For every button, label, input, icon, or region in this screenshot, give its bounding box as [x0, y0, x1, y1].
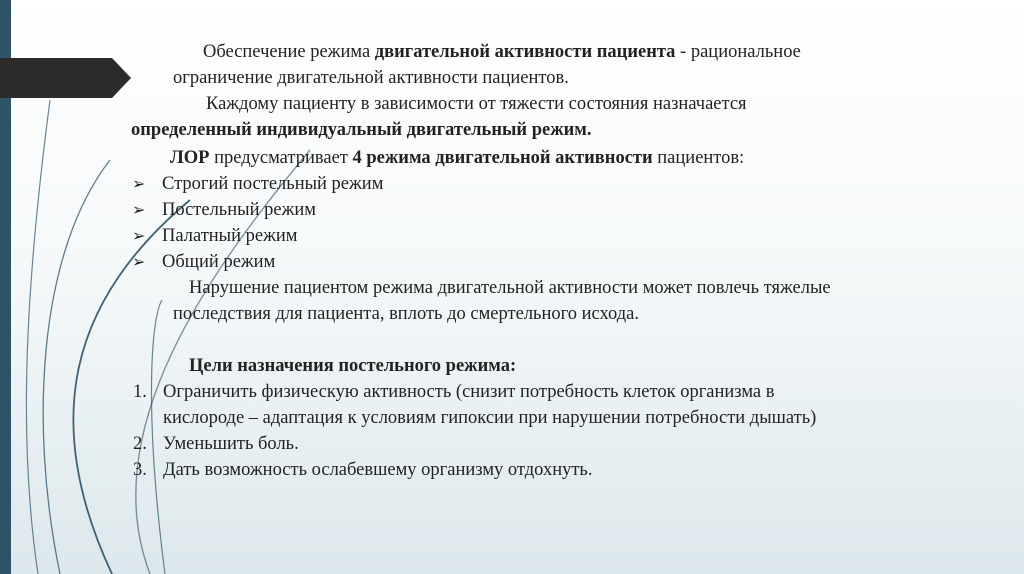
goal-1-line1: Ограничить физическую активность (снизит потребность клеток организма в — [163, 382, 775, 402]
arrow-tab — [0, 58, 131, 98]
paragraph3-mid: предусматривает — [209, 148, 353, 168]
mode-item-4: Общий режим — [162, 252, 276, 272]
goal-1-number: 1. — [133, 382, 147, 402]
arrowhead-bullet-icon: ➢ — [132, 252, 146, 271]
mode-item-2: Постельный режим — [162, 200, 316, 220]
paragraph3-bold1: ЛОР — [170, 148, 210, 168]
paragraph1-line1 — [203, 41, 801, 63]
warning-line2: последствия для пациента, вплоть до смертельного исхода. — [173, 304, 640, 324]
arrowhead-bullet-icon: ➢ — [132, 200, 146, 219]
goal-3-number: 3. — [133, 460, 147, 480]
decorative-curves — [26, 100, 310, 574]
goal-2-number: 2. — [133, 434, 147, 454]
arrowhead-bullet-icon: ➢ — [132, 226, 146, 245]
paragraph1-bold: двигательной активности пациента — [374, 42, 676, 62]
goals-heading: Цели назначения постельного режима: — [189, 356, 517, 376]
goal-2-line1: Уменьшить боль. — [163, 434, 299, 454]
goal-1-line2: кислороде – адаптация к условиям гипоксии при нарушении потребности дышать) — [163, 408, 817, 428]
paragraph3 — [170, 147, 744, 169]
mode-item-1: Строгий постельный режим — [162, 174, 384, 194]
paragraph3-tail: пациентов: — [652, 148, 745, 168]
paragraph2-line1: Каждому пациенту в зависимости от тяжести состояния назначается — [206, 94, 747, 114]
paragraph1-tail: - рациональное — [675, 42, 801, 62]
paragraph1-line2: ограничение двигательной активности пациентов. — [173, 68, 569, 88]
arrowhead-bullet-icon: ➢ — [132, 174, 146, 193]
warning-line1: Нарушение пациентом режима двигательной активности может повлечь тяжелые — [189, 278, 831, 298]
goal-3-line1: Дать возможность ослабевшему организму отдохнуть. — [163, 460, 593, 480]
paragraph1-lead: Обеспечение режима — [203, 42, 375, 62]
paragraph2-line2: определенный индивидуальный двигательный режим. — [131, 120, 592, 140]
mode-item-3: Палатный режим — [162, 226, 298, 246]
paragraph3-bold2: 4 режима двигательной активности — [352, 148, 653, 168]
